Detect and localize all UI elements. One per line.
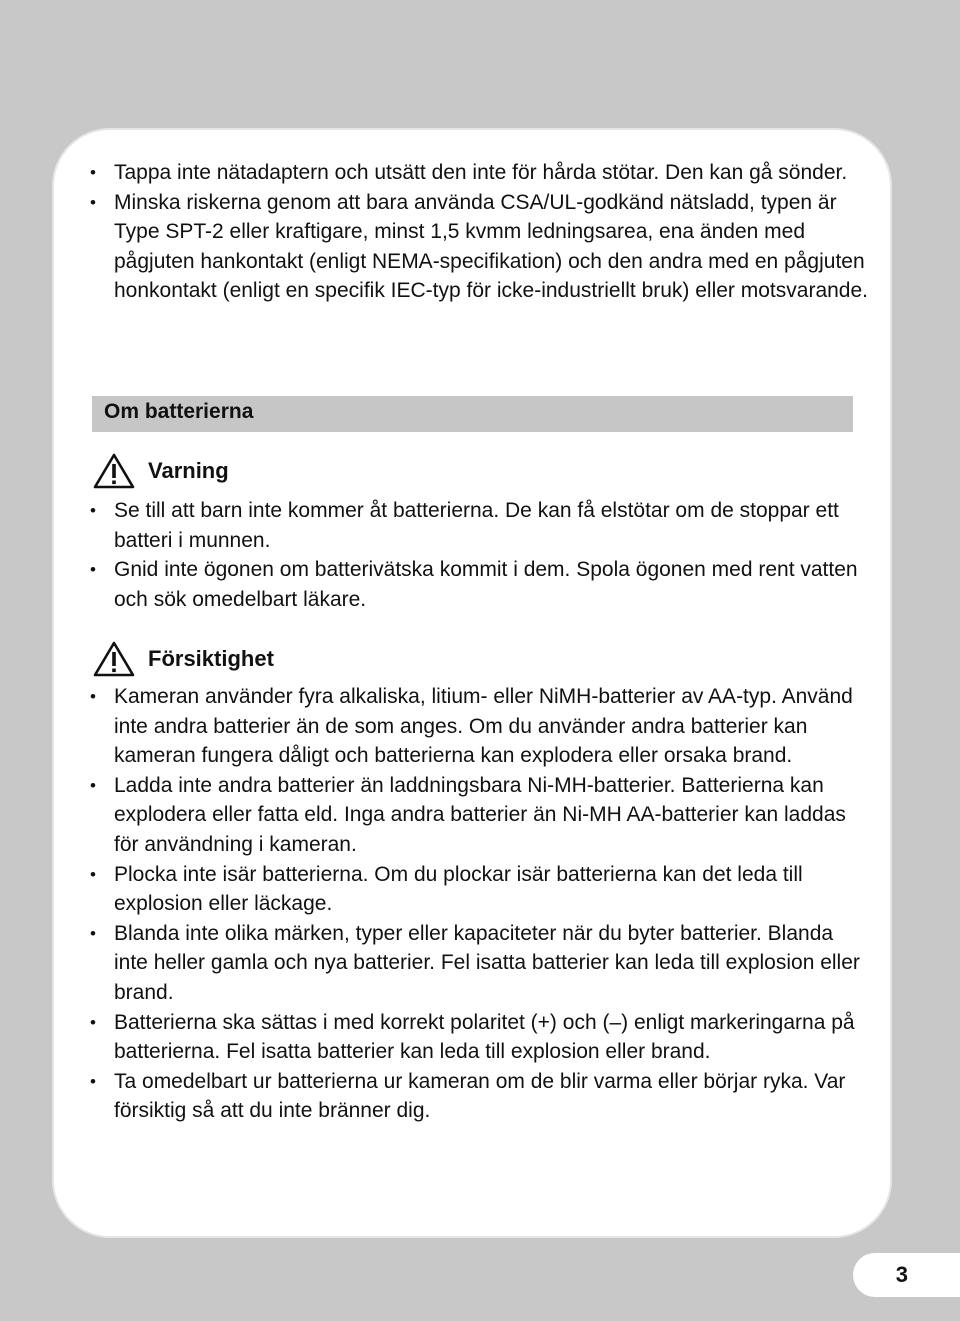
list-item: • Blanda inte olika märken, typer eller kapaciteter när du byter batterier. Blanda inte heller gamla och nya batterier. Fel isatta batterier kan leda till explosion eller brand.: [90, 921, 860, 1004]
list-item-text: Gnid inte ögonen om batterivätska kommit i dem. Spola ögonen med rent vatten och sök omedelbart läkare.: [114, 558, 858, 611]
intro-list: [90, 158, 870, 306]
intro-block: [90, 158, 870, 306]
list-item: • Gnid inte ögonen om batterivätska kommit i dem. Spola ögonen med rent vatten och sök omedelbart läkare.: [90, 558, 858, 611]
section-title: Om batterierna: [104, 400, 254, 423]
list-item: • Ladda inte andra batterier än laddningsbara Ni-MH-batterier. Batterierna kan explodera eller fatta eld. Inga andra batterier än Ni-MH AA-batterier kan laddas för användning i kameran.: [90, 773, 846, 856]
caution-list: [90, 682, 870, 1126]
list-item: • Ta omedelbart ur batterierna ur kameran om de blir varma eller börjar ryka. Var försiktig så att du inte bränner dig.: [90, 1069, 846, 1123]
list-item-text: Se till att barn inte kommer åt batterierna. De kan få elstötar om de stoppar ett batteri i munnen.: [114, 499, 839, 552]
list-item-text: Kameran använder fyra alkaliska, litium- eller NiMH-batterier av AA-typ. Använd inte andra batterier än de som anges. Om du använder andra batterier kan kameran fungera dåligt och batterierna kan explodera eller orsaka brand.: [114, 685, 853, 768]
warning-title: Varning: [148, 458, 229, 483]
warning-triangle-icon: [92, 640, 136, 678]
list-item: • Batterierna ska sättas i med korrekt polaritet (+) och (–) enligt markeringarna på batterierna. Fel isatta batterier kan leda till explosion eller brand.: [90, 1010, 855, 1064]
list-item-text: Blanda inte olika märken, typer eller kapaciteter när du byter batterier. Blanda inte heller gamla och nya batterier. Fel isatta batterier kan leda till explosion eller brand.: [114, 921, 860, 1004]
list-item-text: Tappa inte nätadaptern och utsätt den inte för hårda stötar. Den kan gå sönder.: [114, 161, 848, 184]
list-item: • Plocka inte isär batterierna. Om du plockar isär batterierna kan det leda till explosion eller läckage.: [90, 862, 803, 916]
page-number-tab: [853, 1253, 960, 1297]
list-item: • Minska riskerna genom att bara använda CSA/UL-godkänd nätsladd, typen är Type SPT-2 eller kraftigare, minst 1,5 kvmm ledningsarea, ena änden med pågjuten hankontakt (enligt NEMA-specifikation) och den andra med en pågjuten honkontakt (enligt en specifik IEC-typ för icke-industriellt bruk) eller motsvarande.: [90, 190, 868, 303]
caution-block: [90, 682, 870, 1126]
list-item-text: Plocka inte isär batterierna. Om du plockar isär batterierna kan det leda till explosion eller läckage.: [114, 862, 803, 916]
section-header: [92, 396, 853, 432]
list-item-text: Minska riskerna genom att bara använda CSA/UL-godkänd nätsladd, typen är Type SPT-2 eller kraftigare, minst 1,5 kvmm ledningsarea, ena änden med pågjuten hankontakt (enligt NEMA-specifikation) och den andra med en pågjuten honkontakt (enligt en specifik IEC-typ för icke-industriellt bruk) eller motsvarande.: [114, 190, 868, 303]
page-number: 3: [895, 1262, 908, 1287]
list-item: • Se till att barn inte kommer åt batterierna. De kan få elstötar om de stoppar ett batteri i munnen.: [90, 499, 839, 552]
list-item: • Kameran använder fyra alkaliska, litium- eller NiMH-batterier av AA-typ. Använd inte andra batterier än de som anges. Om du använder andra batterier kan kameran fungera dåligt och batterierna kan explodera eller orsaka brand.: [90, 685, 853, 768]
caution-title: Försiktighet: [148, 646, 274, 671]
list-item-text: Ladda inte andra batterier än laddningsbara Ni-MH-batterier. Batterierna kan explodera eller fatta eld. Inga andra batterier än Ni-MH AA-batterier kan laddas för användning i kameran.: [114, 773, 846, 856]
warning-triangle-icon: [92, 452, 136, 490]
list-item: • Tappa inte nätadaptern och utsätt den inte för hårda stötar. Den kan gå sönder.: [90, 161, 848, 184]
list-item-text: Batterierna ska sättas i med korrekt polaritet (+) och (–) enligt markeringarna på batterierna. Fel isatta batterier kan leda till explosion eller brand.: [114, 1010, 855, 1064]
list-item-text: Ta omedelbart ur batterierna ur kameran om de blir varma eller börjar ryka. Var försiktig så att du inte bränner dig.: [114, 1069, 846, 1123]
warning-block: [90, 496, 870, 614]
warning-list: [90, 496, 870, 614]
